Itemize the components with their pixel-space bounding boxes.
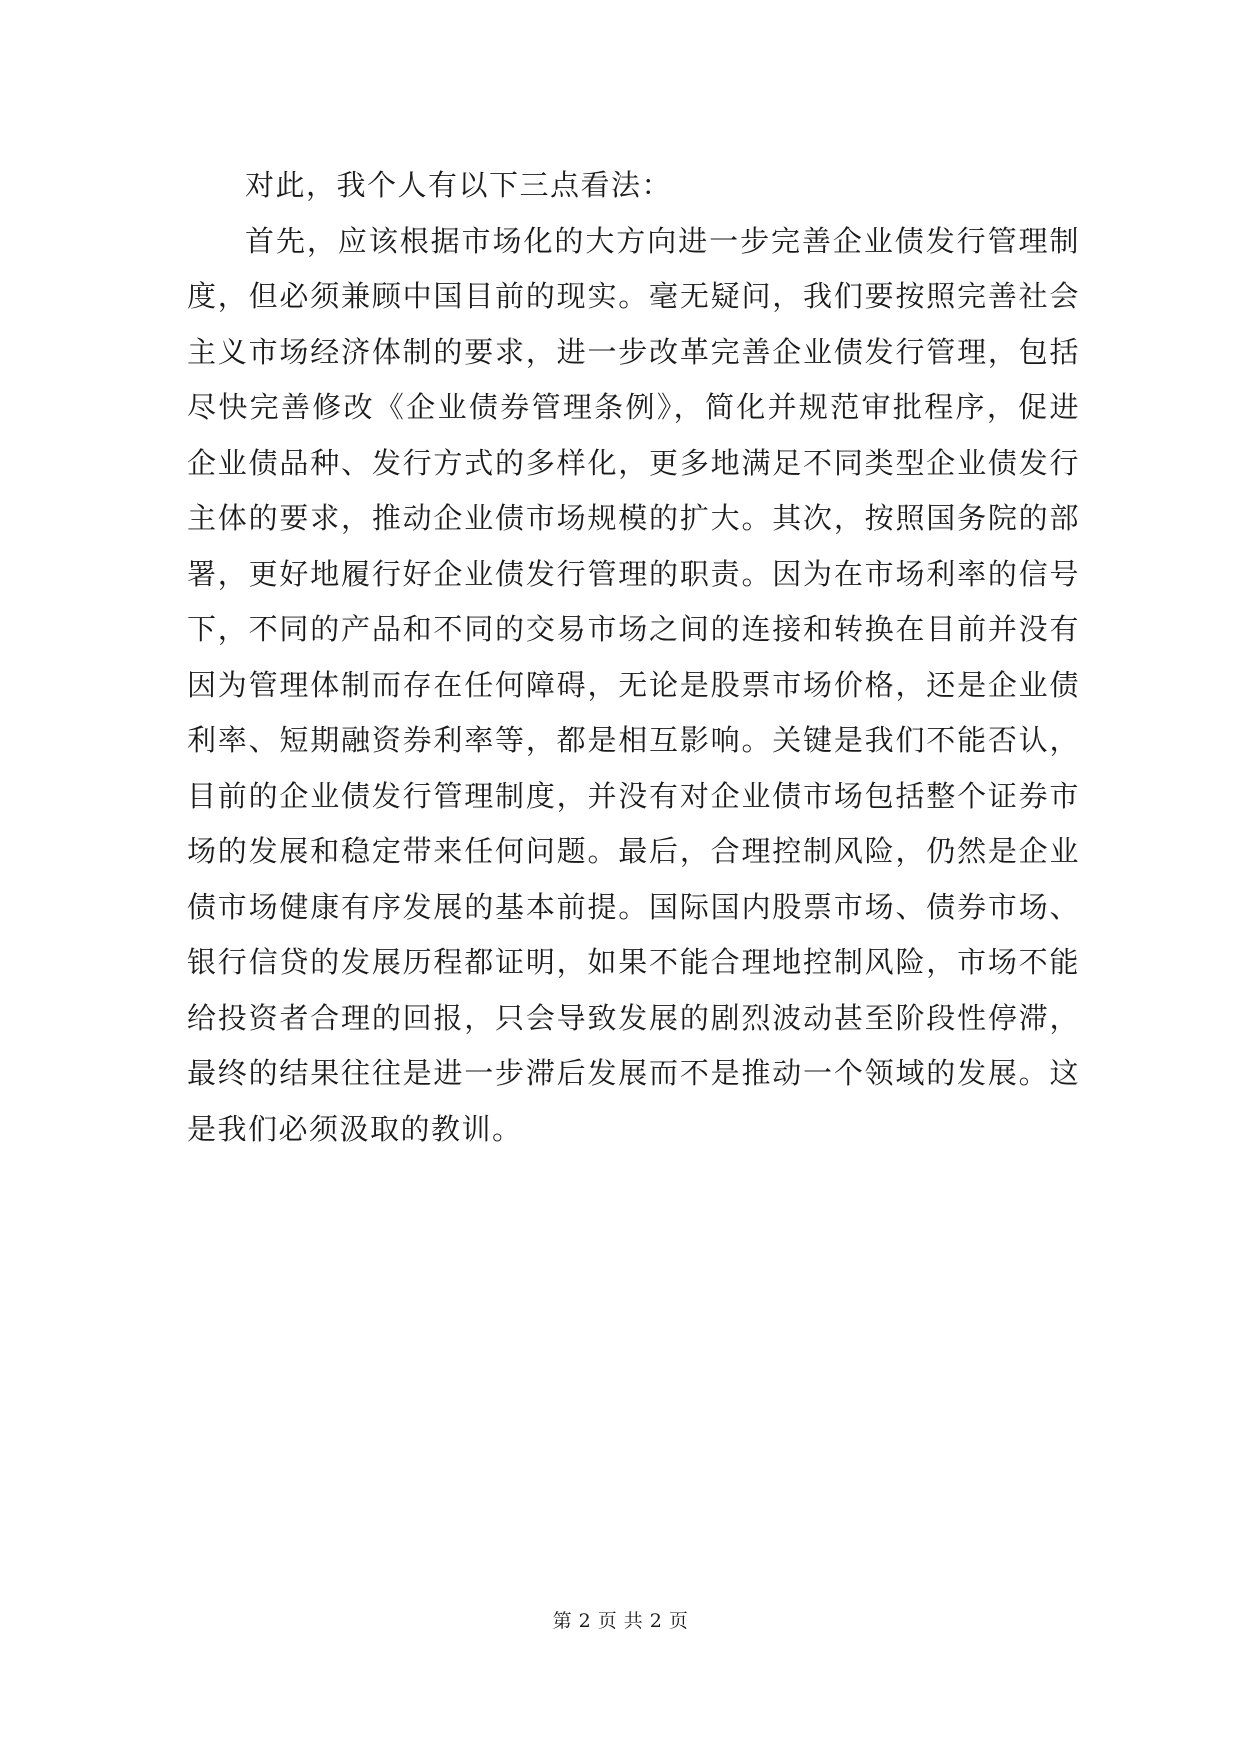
page-number-footer: 第 2 页 共 2 页 (552, 1610, 689, 1632)
paragraph-intro: 对此，我个人有以下三点看法： (245, 168, 673, 202)
paragraph-main: 首先，应该根据市场化的大方向进一步完善企业债发行管理制度，但必须兼顾中国目前的现实。毫无疑问，我们要按照完善社会主义市场经济体制的要求，进一步改革完善企业债发行管理，包括尽快完善修改《企业债券管理条例》，简化并规范审批程序，促进企业债品种、发行方式的多样化，更多地满足不同类型企业债发行主体的要求，推动企业债市场规模的扩大。其次，按照国务院的部署，更好地履行好企业债发行管理的职责。因为在市场利率的信号下，不同的产品和不同的交易市场之间的连接和转换在目前并没有因为管理体制而存在任何障碍，无论是股票市场价格，还是企业债利率、短期融资券利率等，都是相互影响。关键是我们不能否认，目前的企业债发行管理制度，并没有对企业债市场包括整个证券市场的发展和稳定带来任何问题。最后，合理控制风险，仍然是企业债市场健康有序发展的基本前提。国际国内股票市场、债券市场、银行信贷的发展历程都证明，如果不能合理地控制风险，市场不能给投资者合理的回报，只会导致发展的剧烈波动甚至阶段性停滞，最终的结果往往是进一步滞后发展而不是推动一个领域的发展。这是我们必须汲取的教训。 (187, 223, 1080, 1146)
document-body (187, 158, 1080, 1157)
